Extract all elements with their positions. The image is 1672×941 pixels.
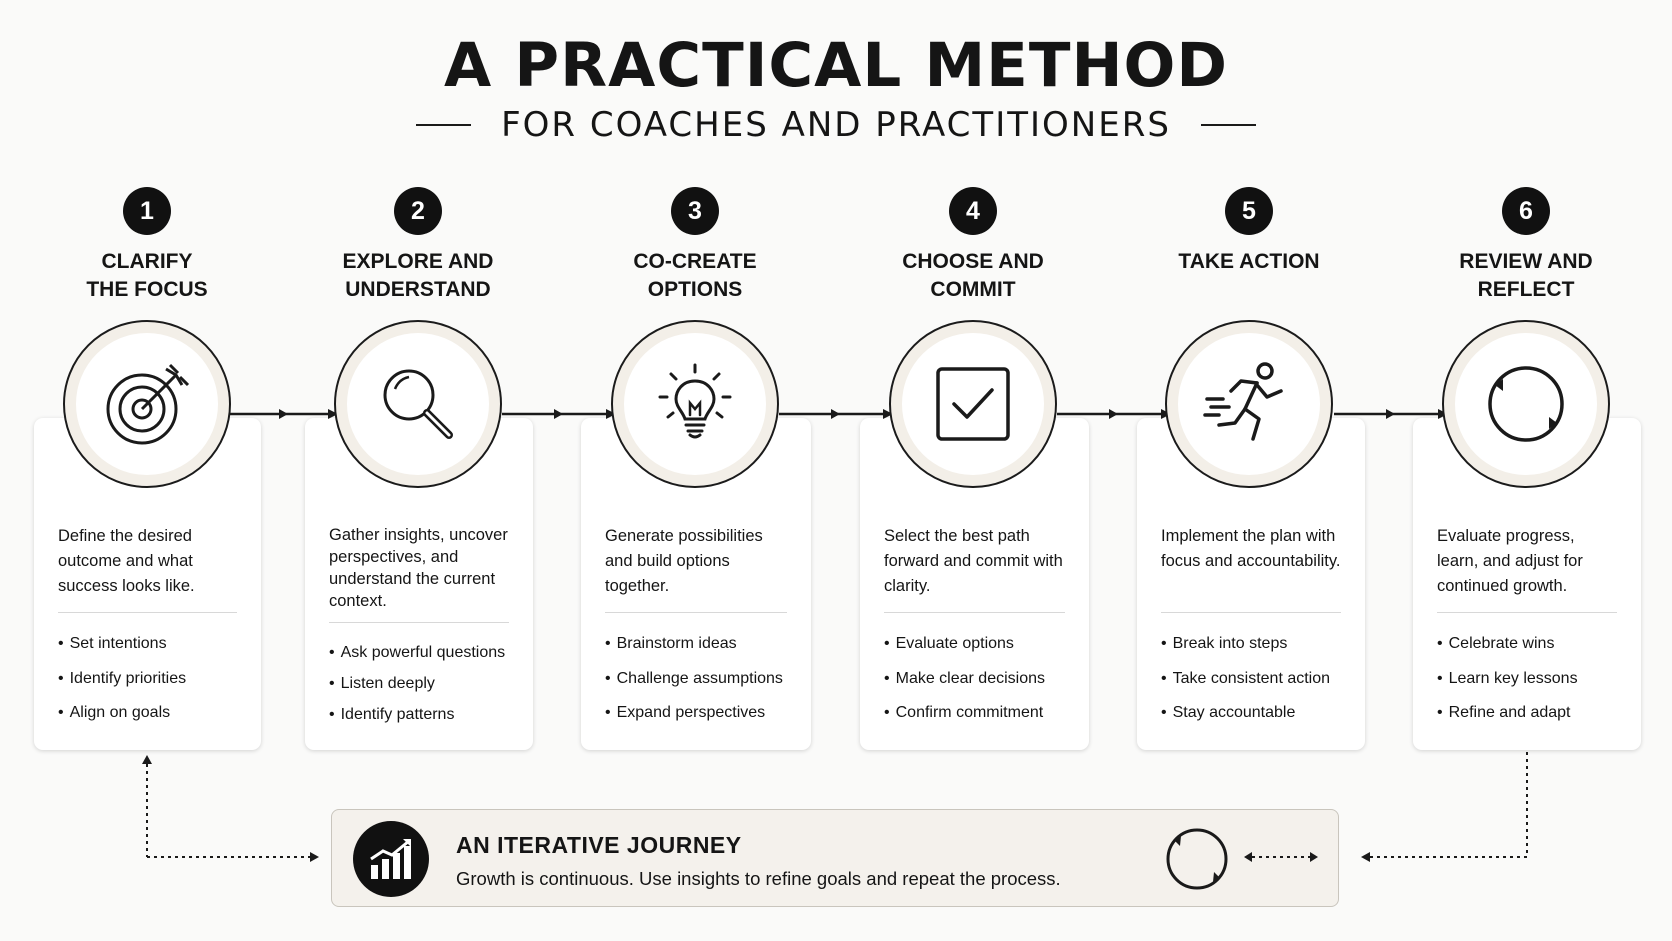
step-icon-circle [1442,320,1610,488]
magnifier-icon [373,359,463,449]
cycle-icon [1481,359,1571,449]
arrow-2-3 [502,404,618,424]
step-title: CLARIFY THE FOCUS [86,250,208,301]
journey-title: AN ITERATIVE JOURNEY [456,832,742,858]
divider [605,612,787,613]
double-arrow-icon [1244,850,1318,864]
divider [58,612,237,613]
bullet-item: • Refine and adapt [1437,696,1617,731]
divider [1161,612,1341,613]
step-description: Select the best path forward and commit with clarity. [884,527,1063,595]
bullet-item: • Identify priorities [58,662,237,697]
arrow-5-6 [1334,404,1450,424]
bullet-item: • Brainstorm ideas [605,627,787,662]
iterative-journey-banner [331,809,1339,907]
bullet-list [884,627,1065,731]
step-description: Evaluate progress, learn, and adjust for continued growth. [1437,527,1583,595]
step-number-badge: 3 [671,187,719,235]
journey-text: Growth is continuous. Use insights to refine goals and repeat the process. [456,868,1061,889]
step-description: Define the desired outcome and what success looks like. [58,527,195,595]
feedback-loop-left [138,752,324,862]
divider [329,622,509,623]
arrow-3-4 [779,404,895,424]
divider [1437,612,1617,613]
bullet-list [1161,627,1341,731]
bullet-list [1437,627,1617,731]
main-title: A PRACTICAL METHOD [443,30,1228,101]
bullet-item: • Challenge assumptions [605,662,787,697]
step-description: Generate possibilities and build options together. [605,527,763,595]
step-number-badge: 6 [1502,187,1550,235]
step-title: CO-CREATE OPTIONS [633,250,757,301]
bullet-item: • Learn key lessons [1437,662,1617,697]
cycle-icon [1164,826,1230,892]
step-number-badge: 2 [394,187,442,235]
step-number-badge: 4 [949,187,997,235]
bullet-item: • Expand perspectives [605,696,787,731]
bullet-item: • Listen deeply [329,668,509,699]
step-number-badge: 5 [1225,187,1273,235]
bullet-item: • Identify patterns [329,699,509,730]
step-icon-circle [63,320,231,488]
step-number-badge: 1 [123,187,171,235]
bullet-item: • Ask powerful questions [329,637,509,668]
bullet-item: • Evaluate options [884,627,1065,662]
bullet-item: • Celebrate wins [1437,627,1617,662]
step-title: CHOOSE AND COMMIT [902,250,1044,301]
runner-icon [1201,359,1297,449]
step-description: Implement the plan with focus and accountability. [1161,527,1341,570]
step-description: Gather insights, uncover perspectives, and understand the current context. [329,526,508,610]
bullet-item: • Set intentions [58,627,237,662]
step-icon-circle [1165,320,1333,488]
step-icon-circle [889,320,1057,488]
bullet-list [329,637,509,730]
bullet-item: • Take consistent action [1161,662,1341,697]
growth-chart-icon [353,821,429,897]
bullet-item: • Confirm commitment [884,696,1065,731]
lightbulb-icon [650,359,740,449]
step-icon-circle [611,320,779,488]
divider [884,612,1065,613]
subtitle-row [0,105,1672,145]
step-icon-circle [334,320,502,488]
step-title: TAKE ACTION [1178,250,1320,273]
bullet-item: • Stay accountable [1161,696,1341,731]
feedback-loop-right [1356,752,1536,862]
bullet-item: • Make clear decisions [884,662,1065,697]
bullet-list [58,627,237,731]
target-icon [102,359,192,449]
bullet-item: • Align on goals [58,696,237,731]
arrow-4-5 [1057,404,1173,424]
checkbox-icon [928,359,1018,449]
arrow-1-2 [230,404,340,424]
subtitle-rule-left [416,124,471,126]
step-title: EXPLORE AND UNDERSTAND [342,250,494,301]
bullet-item: • Break into steps [1161,627,1341,662]
bullet-list [605,627,787,731]
subtitle: FOR COACHES AND PRACTITIONERS [501,105,1171,145]
step-title: REVIEW AND REFLECT [1459,250,1593,301]
subtitle-rule-right [1201,124,1256,126]
